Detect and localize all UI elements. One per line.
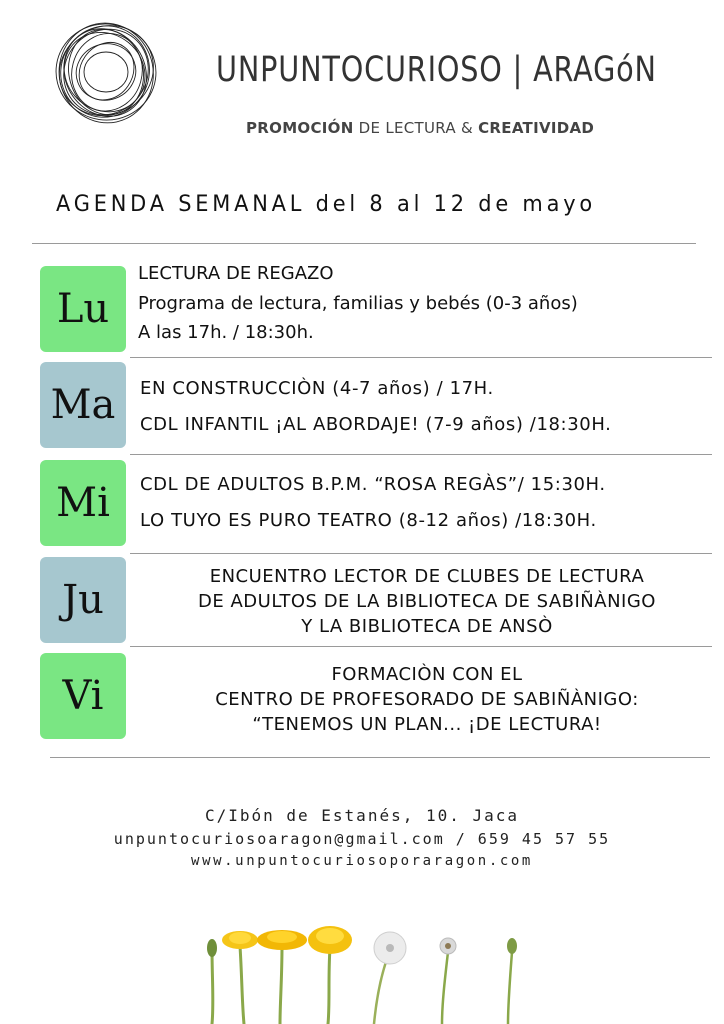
event-line: FORMACIÒN CON EL [331,664,523,685]
day-badge-lu [40,266,126,352]
website-link[interactable]: www.unpuntocuriosoporaragon.com [191,853,533,869]
event-line: “TENEMOS UN PLAN... ¡DE LECTURA! [252,714,602,735]
event-block [130,564,724,639]
day-badge-mi [40,460,126,546]
dandelion-flower-icon [308,926,352,954]
divider [50,757,710,758]
day-badge-ma [40,362,126,448]
event-block [130,662,724,737]
dandelion-bud-icon [507,938,517,954]
event-time: A las 17h. / 18:30h. [138,322,314,343]
divider [130,454,712,455]
day-abbr: Ma [50,382,116,428]
divider [130,357,712,358]
divider [32,243,696,244]
event-line: CENTRO DE PROFESORADO DE SABIÑÀNIGO: [215,689,639,710]
day-abbr: Mi [56,480,110,526]
dandelion-bud-icon [207,939,217,957]
dandelion-seedhead-icon [374,932,406,964]
brand-tagline [246,119,594,137]
day-badge-ju [40,557,126,643]
event-line: CDL INFANTIL ¡AL ABORDAJE! (7-9 años) /18:30H. [140,414,612,435]
event-description: Programa de lectura, familias y bebés (0-3 años) [138,293,578,314]
event-line: ENCUENTRO LECTOR DE CLUBES DE LECTURA [209,566,645,587]
tagline-middle: DE LECTURA & [353,119,479,137]
dandelion-flower-icon [257,930,307,950]
dandelion-flower-icon [222,931,258,949]
tagline-bold-1: PROMOCIÓN [246,119,354,137]
day-badge-vi [40,653,126,739]
day-abbr: Lu [56,286,110,332]
address: C/Ibón de Estanés, 10. Jaca [204,806,520,825]
divider [130,553,712,554]
event-line: EN CONSTRUCCIÒN (4-7 años) / 17H. [140,378,494,399]
event-line: DE ADULTOS DE LA BIBLIOTECA DE SABIÑÀNIGO [198,591,656,612]
day-abbr: Vi [62,673,104,719]
brand-title: UNPUNTOCURIOSO | ARAGóN [216,50,657,90]
event-line: CDL DE ADULTOS B.P.M. “ROSA REGÀS”/ 15:30H. [140,474,606,495]
event-line: Y LA BIBLIOTECA DE ANSÒ [301,616,553,637]
event-title: LECTURA DE REGAZO [138,263,334,284]
dandelion-seedhead-icon [440,938,456,954]
contact-email-phone[interactable]: unpuntocuriosoaragon@gmail.com / 659 45 57 55 [113,830,611,848]
tagline-bold-2: CREATIVIDAD [478,119,595,137]
scribble-circle-logo [52,18,160,126]
event-line: LO TUYO ES PURO TEATRO (8-12 años) /18:30H. [140,510,597,531]
day-abbr: Ju [62,577,104,623]
dandelion-flowers-illustration [190,918,540,1024]
agenda-title: AGENDA SEMANAL del 8 al 12 de mayo [56,192,596,217]
divider [130,646,712,647]
